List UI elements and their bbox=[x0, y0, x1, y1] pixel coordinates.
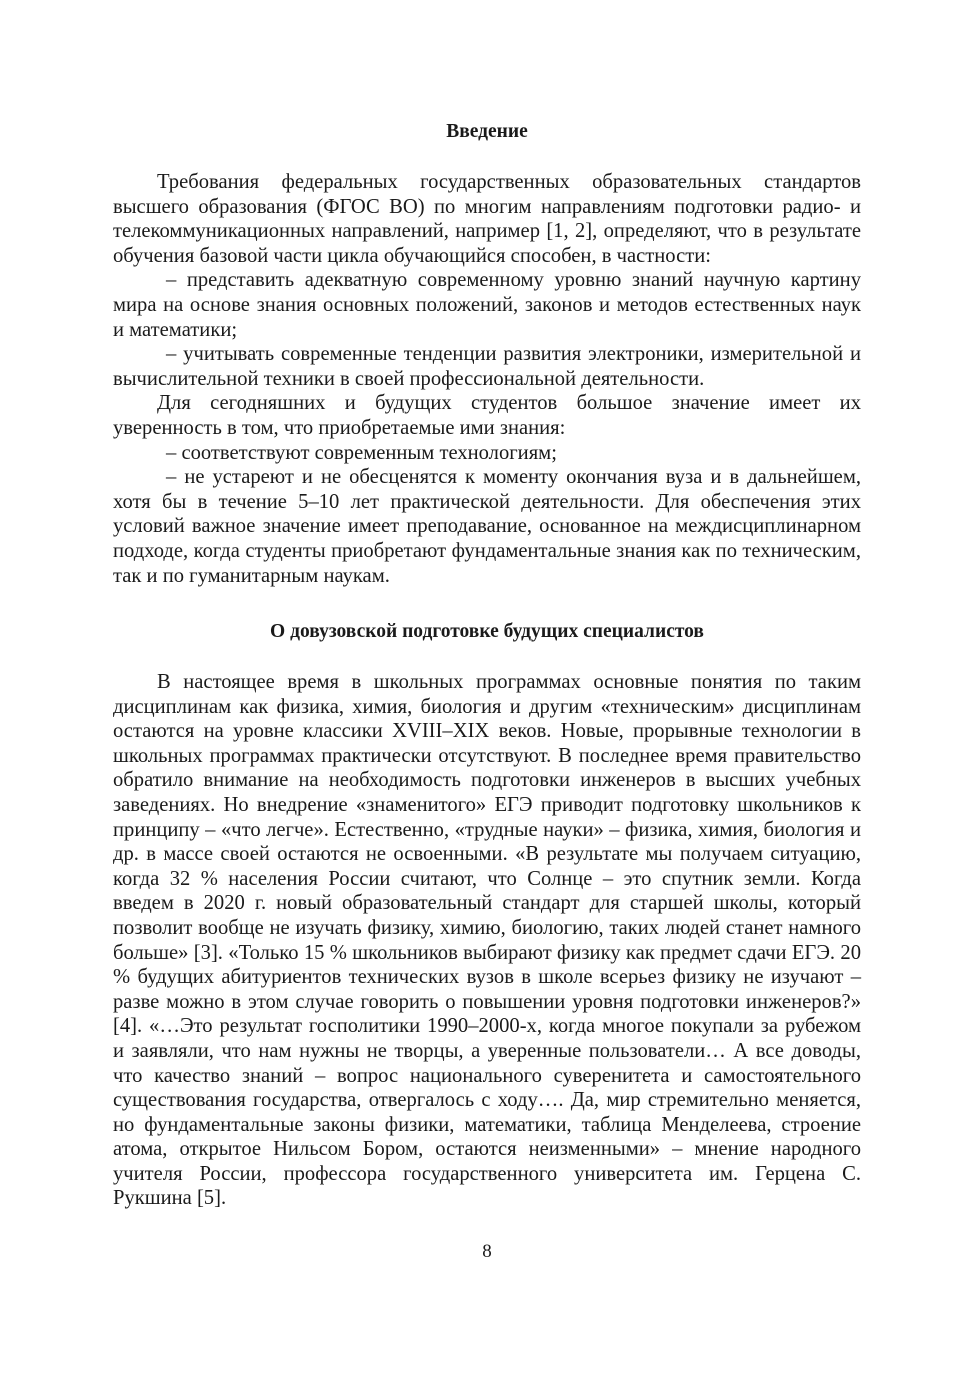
list-item: – представить адекватную современному уровню знаний научную картину мира на основе знания основных положений, законов и методов естественных наук и математики; bbox=[113, 269, 861, 341]
section-body-introduction bbox=[113, 170, 861, 588]
section-body-pre-university bbox=[113, 670, 861, 1211]
page-number: 8 bbox=[482, 1241, 492, 1262]
list-item: – учитывать современные тенденции развития электроники, измерительной и вычислительной техники в своей профессиональной деятельности. bbox=[113, 343, 861, 390]
paragraph: В настоящее время в школьных программах основные понятия по таким дисциплинам как физика, химия, биология и другим «техническим» дисциплинам остаются на уровне классики XVIII–XIX веков. Новые, прорывные технологии в школьных программах практически отсутствуют. В последнее время правительство обратило внимание на необходимость подготовки инженеров в высших учебных заведениях. Но внедрение «знаменитого» ЕГЭ приводит подготовку школьников к принципу – «что легче». Естественно, «трудные науки» – физика, химия, биология и др. в массе своей остаются не освоенными. «В результате мы получаем ситуацию, когда 32 % населения России считают, что Солнце – это спутник земли. Когда введем в 2020 г. новый образовательный стандарт для старшей школы, который позволит вообще не изучать физику, химию, биологию, таких людей станет намного больше» [3]. «Только 15 % школьников выбирают физику как предмет сдачи ЕГЭ. 20 % будущих абитуриентов технических вузов в школе всерьез физику не изучают – разве можно в этом случае говорить о повышении уровня подготовки инженеров?» [4]. «…Это результат госполитики 1990–2000-х, когда многое покупали за рубежом и заявляли, что нам нужны не творцы, а уверенные пользователи… А все доводы, что качество знаний – вопрос национального суверенитета и самостоятельного существования государства, отвергалось с ходу…. Да, мир стремительно меняется, но фундаментальные законы физики, математики, таблица Менделеева, строение атома, открытое Нильсом Бором, остаются неизменными» – мнение народного учителя России, профессора государственного университета им. Герцена С. Рукшина [5]. bbox=[113, 671, 861, 1210]
section-heading-introduction: Введение bbox=[446, 121, 528, 142]
list-item: – соответствуют современным технологиям; bbox=[166, 441, 557, 464]
list-item: – не устареют и не обесценятся к моменту окончания вуза и в дальнейшем, хотя бы в течение 5–10 лет практической деятельности. Для обеспечения этих условий важное значение имеет преподавание, основанное на междисциплинарном подходе, когда студенты приобретают фундаментальные знания как по техническим, так и по гуманитарным наукам. bbox=[113, 466, 861, 587]
section-heading-pre-university: О довузовской подготовке будущих специалистов bbox=[270, 621, 704, 642]
paragraph: Для сегодняшних и будущих студентов большое значение имеет их уверенность в том, что приобретаемые ими знания: bbox=[113, 392, 861, 439]
paragraph: Требования федеральных государственных образовательных стандартов высшего образования (ФГОС ВО) по многим направлениям подготовки радио- и телекоммуникационных направлений, например [1, 2], определяют, что в результате обучения базовой части цикла обучающийся способен, в частности: bbox=[113, 171, 861, 267]
